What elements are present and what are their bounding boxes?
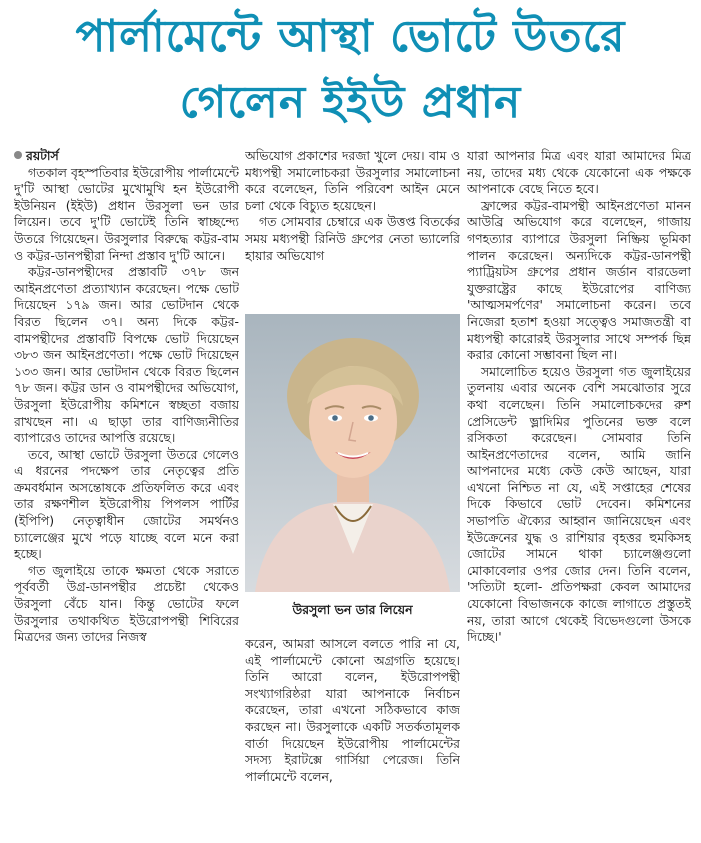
headline-line-1: পার্লামেন্টে আস্থা ভোটে উতরে [75,11,626,62]
headline [0,4,701,136]
photo-caption: উরসুলা ভন ডার লিয়েন [292,602,413,617]
article-column-2-top [245,148,460,304]
article-column-2-bottom [245,636,460,838]
article-column-1 [14,148,239,838]
paragraph: সমালোচিত হয়েও উরসুলা গত জুলাইয়ের তুলনায় এবার অনেক বেশি সমঝোতার সুরে কথা বলেছেন। তিনি সমালোচকদের রুশ প্রেসিডেন্ট ভ্লাদিমির পুতিনের ভক্ত বলে রসিকতা করেছেন। সোমবার তিনি আইনপ্রণেতাদের বলেন, আমি জানি আপনাদের মধ্যে কেউ কেউ আছেন, যারা এখনো নিশ্চিত না যে, এই সপ্তাহের শেষের দিকে কিভাবে ভোট দেবেন। কমিশনের সভাপতি ঐক্যের আহ্বান জানিয়েছেন এবং ইউক্রেনের যুদ্ধ ও রাশিয়ার বৃহত্তর হুমকিসহ জোটের সামনে থাকা চ্যালেঞ্জগুলো মোকাবেলার ওপর জোর দেন। তিনি বলেন, 'সত্যিটা হলো- প্রতিপক্ষরা কেবল আমাদের যেকোনো বিভাজনকে কাজে লাগাতে প্রস্তুতই নয়, তারা আগে থেকেই বিভেদগুলো উসকে দিচ্ছে।' [467,363,691,645]
paragraph: তবে, আস্থা ভোটে উরসুলা উতরে গেলেও এ ধরনের পদক্ষেপ তার নেতৃত্বের প্রতি ক্রমবর্ধমান অসন্তোষকে প্রতিফলিত করে এবং তার রক্ষণশীল ইউরোপীয় পিপলস পার্টির (ইপিপি) নেতৃত্বাধীন জোটের সমর্থনও চ্যালেঞ্জের মুখে পড়ে যাচ্ছে বলে মনে করা হচ্ছে। [14,446,239,562]
portrait-illustration [245,314,460,592]
article-column-3 [467,148,691,838]
paragraph: গত জুলাইয়ে তাকে ক্ষমতা থেকে সরাতে পূর্ববর্তী উগ্র-ডানপন্থীর প্রচেষ্টা থেকেও উরসুলা বেঁচে যান। কিন্তু ভোটের ফলে উরসুলার তথাকথিত ইউরোপপন্থী শিবিরের মিত্রদের জন্য তাদের নিজস্ব [14,562,239,645]
paragraph: করেন, আমরা আসলে বলতে পারি না যে, এই পার্লামেন্টে কোনো অগ্রগতি হয়েছে। তিনি আরো বলেন, ইউরোপপন্থী সংখ্যাগরিষ্ঠরা যারা আপনাকে নির্বাচন করেছেন, তারা এখনো সঠিকভাবে কাজ করছেন না। উরসুলাকে একটি সতর্কতামূলক বার্তা দিয়েছেন ইউরোপীয় পার্লামেন্টের সদস্য ইরাটক্সে গার্সিয়া পেরেজ। তিনি পার্লামেন্টে বলেন, [245,636,460,784]
headline-line-2: গেলেন ইইউ প্রধান [179,77,522,128]
news-agency: রয়টার্স [14,148,239,165]
paragraph: অভিযোগ প্রকাশের দরজা খুলে দেয়। বাম ও মধ্যপন্থী সমালোচকরা উরসুলার সমালোচনা করে বলেছেন, তিনি পরিবেশ আইন মেনে চলা থেকে বিচ্যুত হয়েছেন। [245,148,460,213]
portrait-photo [245,314,460,592]
paragraph: কট্টর-ডানপন্থীদের প্রস্তাবটি ৩৭৮ জন আইনপ্রণেতা প্রত্যাখ্যান করেছেন। পক্ষে ভোট দিয়েছেন ১৭৯ জন। আর ভোটদান থেকে বিরত ছিলেন ৩৭। অন্য দিকে কট্টর-বামপন্থীদের প্রস্তাবটি বিপক্ষে ভোট দিয়েছেন ৩৮৩ জন আইনপ্রণেতা। পক্ষে ভোট দিয়েছেন ১৩৩ জন। আর ভোটদান থেকে বিরত ছিলেন ৭৮ জন। কট্টর ডান ও বামপন্থীদের অভিযোগ, উরসুলা ইউরোপীয় কমিশনে স্বচ্ছতা বজায় রাখছেন না। এ ছাড়া তার বাণিজ্যনীতির ব্যাপারেও তাদের আপত্তি রয়েছে। [14,264,239,446]
paragraph: গত সোমবার চেম্বারে এক উত্তপ্ত বিতর্কের সময় মধ্যপন্থী রিনিউ গ্রুপের নেতা ভ্যালেরি হায়ার অভিযোগ [245,214,460,263]
paragraph: গতকাল বৃহস্পতিবার ইউরোপীয় পার্লামেন্টে দু'টি আস্থা ভোটের মুখোমুখি হন ইউরোপী ইউনিয়ন (ইইউ) প্রধান উরসুলা ভন ডার লিয়েন। তবে দু'টি ভোটেই তিনি স্বাচ্ছন্দ্যে উতরে গিয়েছেন। উরসুলার বিরুদ্ধে কট্টর-বাম ও কট্টর-ডানপন্থীরা নিন্দা প্রস্তাব দু'টি আনে। [14,164,239,263]
paragraph: ফ্রান্সের কট্টর-বামপন্থী আইনপ্রণেতা মানন আউব্রি অভিযোগ করে বলেছেন, গাজায় গণহত্যার ব্যাপারে উরসুলা নিষ্ক্রিয় ভূমিকা পালন করেছেন। অন্যদিকে কট্টর-ডানপন্থী প্যাট্রিয়টস গ্রুপের প্রধান জর্ডান বারডেলা যুক্তরাষ্ট্রের কাছে ইউরোপের বাণিজ্য 'আত্মসমর্পণের' সমালোচনা করেন। তবে নিজেরা হতাশ হওয়া সত্ত্বেও সমাজতন্ত্রী বা মধ্যপন্থী কারোরই উরসুলার সাথে সম্পর্ক ছিন্ন করার কোনো সম্ভাবনা ছিল না। [467,197,691,363]
paragraph: যারা আপনার মিত্র এবং যারা আমাদের মিত্র নয়, তাদের মধ্য থেকে যেকোনো এক পক্ষকে আপনাকে বেছে নিতে হবে। [467,148,691,197]
bullet-icon [14,151,22,159]
